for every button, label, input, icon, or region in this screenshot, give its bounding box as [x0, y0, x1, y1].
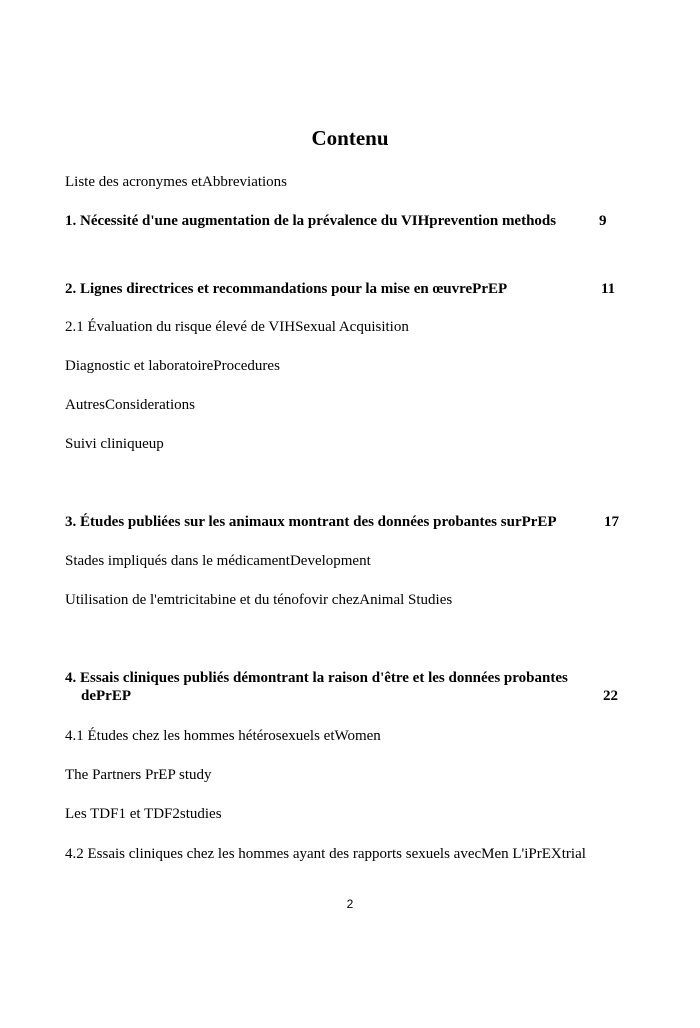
toc-page-section-3: 17 — [604, 514, 619, 530]
toc-page-section-4: 22 — [603, 688, 618, 704]
toc-entry-4-2: 4.2 Essais cliniques chez les hommes ayant des rapports sexuels avecMen L'iPrEXtrial — [65, 846, 586, 862]
toc-entry-suivi: Suivi cliniqueup — [65, 436, 164, 452]
toc-entry-section-4: 4. Essais cliniques publiés démontrant la raison d'être et les données probantes — [65, 670, 568, 686]
toc-entry-section-4-cont: dePrEP — [81, 688, 131, 704]
toc-entry-tdf: Les TDF1 et TDF2studies — [65, 806, 222, 822]
page-title: Contenu — [311, 126, 389, 150]
toc-entry-section-3: 3. Études publiées sur les animaux montrant des données probantes surPrEP — [65, 514, 557, 530]
toc-entry-utilisation: Utilisation de l'emtricitabine et du ténofovir chezAnimal Studies — [65, 592, 453, 608]
toc-page-section-1: 9 — [599, 213, 607, 229]
toc-entry-stades: Stades impliqués dans le médicamentDevelopment — [65, 553, 371, 569]
toc-page-section-2: 11 — [601, 281, 616, 297]
toc-entry-2-1: 2.1 Évaluation du risque élevé de VIHSexual Acquisition — [65, 319, 409, 335]
toc-entry-4-1: 4.1 Études chez les hommes hétérosexuels etWomen — [65, 728, 381, 744]
toc-entry-autres: AutresConsiderations — [65, 397, 195, 413]
toc-entry-partners: The Partners PrEP study — [65, 767, 212, 783]
page-number: 2 — [346, 897, 354, 911]
toc-entry-section-1: 1. Nécessité d'une augmentation de la prévalence du VIHprevention methods — [65, 213, 557, 229]
toc-entry-acronyms: Liste des acronymes etAbbreviations — [65, 174, 288, 190]
toc-entry-section-2: 2. Lignes directrices et recommandations pour la mise en œuvrePrEP — [65, 281, 508, 297]
toc-entry-diagnostic: Diagnostic et laboratoireProcedures — [65, 358, 280, 374]
